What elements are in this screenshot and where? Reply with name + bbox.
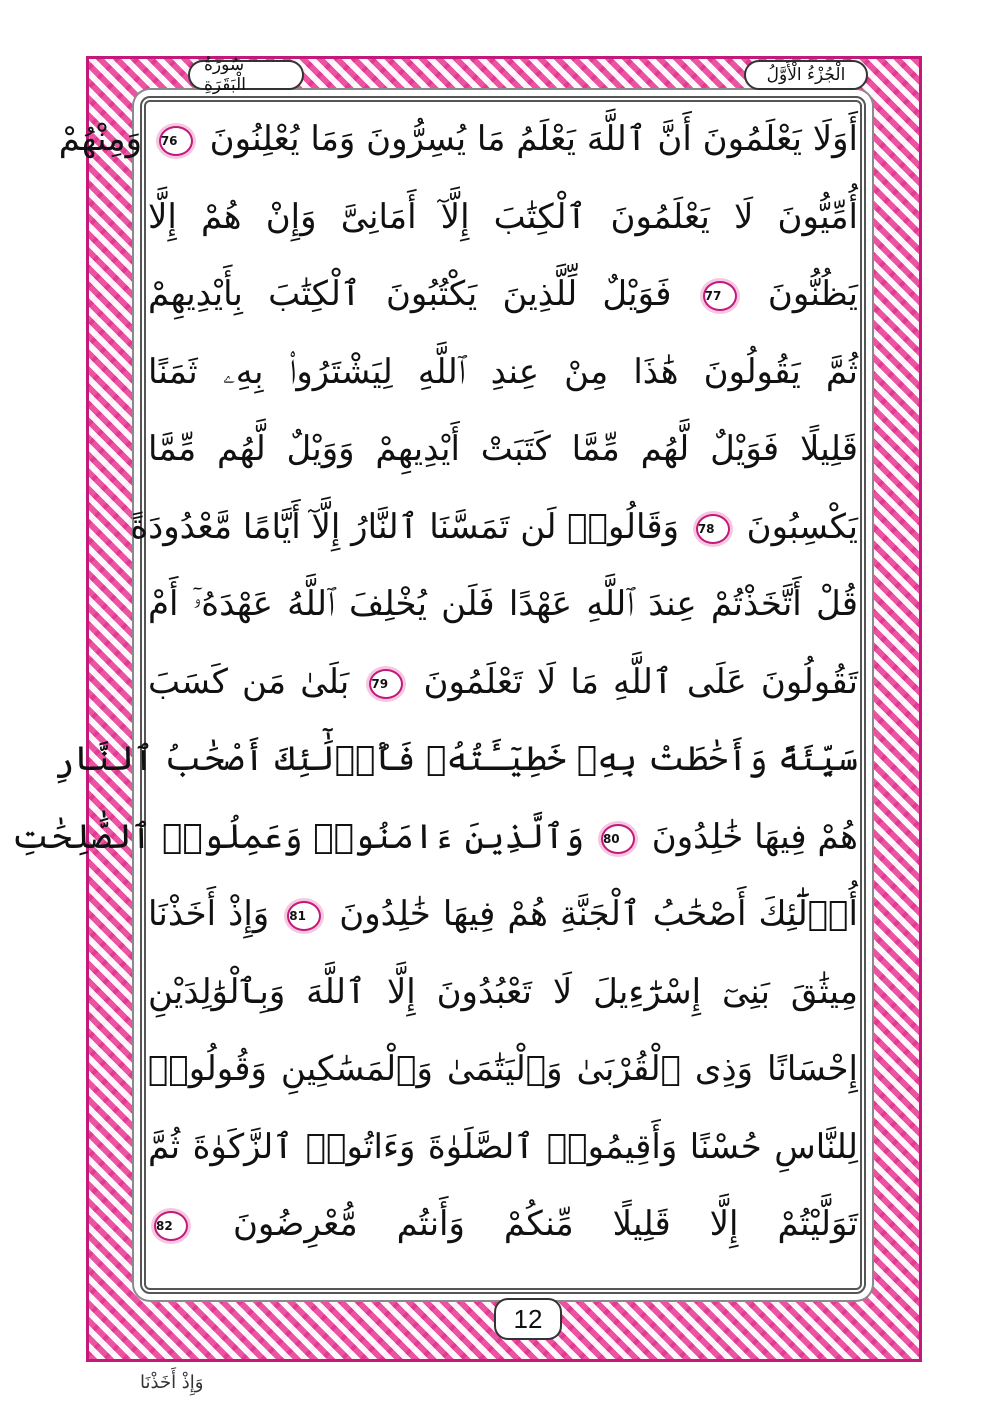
page-number: 12 [494,1298,562,1340]
text-line [148,1195,858,1253]
ayah-text: فَوَيْلٌ لِّلَّذِينَ يَكْتُبُونَ ٱلْكِتَٰبَ بِأَيْدِيهِمْ [148,274,672,314]
text-line [11,808,858,866]
ayah-marker-icon: 79 [369,669,403,699]
ayah-text: ثُمَّ يَقُولُونَ هَٰذَا مِنْ عِندِ ٱللَّهِ لِيَشْتَرُوا۟ بِهِۦ ثَمَنًا [148,351,858,392]
juz-label: الْجُزْءُ الْأَوَّلُ [744,60,868,90]
text-line [54,730,858,788]
text-line [148,885,858,943]
ayah-marker-icon: 81 [287,901,321,931]
ayah-text: بَلَىٰ مَن كَسَبَ [148,661,350,702]
ayah-text: أُمِّيُّونَ لَا يَعْلَمُونَ ٱلْكِتَٰبَ إِلَّآ أَمَانِىَّ وَإِنْ هُمْ إِلَّا [148,196,858,237]
text-line [148,575,858,633]
ayah-text: هُمْ فِيهَا خَٰلِدُونَ [651,816,858,857]
ayah-marker-icon: 80 [601,824,635,854]
ayah-marker-icon: 77 [703,281,737,311]
ayah-marker-icon: 78 [696,514,730,544]
ayah-text: قُلْ أَتَّخَذْتُمْ عِندَ ٱللَّهِ عَهْدًا فَلَن يُخْلِفَ ٱللَّهُ عَهْدَهُۥٓ أَمْ [148,584,858,624]
ayah-marker-icon: 82 [154,1211,188,1241]
ayah-text: وَقَالُوا۟ لَن تَمَسَّنَا ٱلنَّارُ إِلَّآ أَيَّامًا مَّعْدُودَةً [130,506,679,547]
ayah-text: يَظُنُّونَ [767,274,858,314]
ayah-text: أُو۟لَٰٓئِكَ أَصْحَٰبُ ٱلْجَنَّةِ هُمْ فِيهَا خَٰلِدُونَ [339,894,858,934]
text-line [148,963,858,1021]
text-line [148,420,858,478]
ayah-text: لِلنَّاسِ حُسْنًا وَأَقِيمُوا۟ ٱلصَّلَوٰةَ وَءَاتُوا۟ ٱلزَّكَوٰةَ ثُمَّ [148,1126,858,1167]
ayah-text: يَكْسِبُونَ [746,506,858,547]
ayah-text: وَإِذْ أَخَذْنَا [148,894,270,934]
ayah-text: تَقُولُونَ عَلَى ٱللَّهِ مَا لَا تَعْلَمُونَ [423,661,859,702]
text-line [148,265,858,323]
text-line [148,653,858,711]
ayah-text: وَٱلَّذِينَ ءَامَنُوا۟ وَعَمِلُوا۟ ٱلصَّٰلِحَٰتِ [11,816,585,857]
ayah-text: مِيثَٰقَ بَنِىٓ إِسْرَٰٓءِيلَ لَا تَعْبُدُونَ إِلَّا ٱللَّهَ وَبِٱلْوَٰلِدَيْنِ [148,971,858,1012]
ayah-text: سَيِّئَةً وَأَحَٰطَتْ بِهِۦ خَطِيٓـَٔتُهُۥ فَأُو۟لَٰٓئِكَ أَصْحَٰبُ ٱلنَّارِ [54,739,858,779]
catchword: وَإِذْ أَخَذْنَا [140,1372,204,1393]
ayah-text: قَلِيلًا فَوَيْلٌ لَّهُم مِّمَّا كَتَبَتْ أَيْدِيهِمْ وَوَيْلٌ لَّهُم مِّمَّا [148,429,858,469]
text-line [148,188,858,246]
text-line [148,343,858,401]
ayah-text: تَوَلَّيْتُمْ إِلَّا قَلِيلًا مِّنكُمْ وَأَنتُم مُّعْرِضُونَ [232,1204,858,1244]
ayah-text: إِحْسَانًا وَذِى ٱلْقُرْبَىٰ وَٱلْيَتَٰمَىٰ وَٱلْمَسَٰكِينِ وَقُولُوا۟ [148,1049,858,1089]
ayah-text: أَوَلَا يَعْلَمُونَ أَنَّ ٱللَّهَ يَعْلَمُ مَا يُسِرُّونَ وَمَا يُعْلِنُونَ [209,119,858,159]
text-line [58,110,858,168]
text-line [130,498,858,556]
text-line [148,1118,858,1176]
text-line [148,1040,858,1098]
ayah-text: وَمِنْهُمْ [58,119,142,159]
surah-label: سُورَةُ الْبَقَرَةِ [188,60,304,90]
ayah-marker-icon: 76 [159,126,193,156]
